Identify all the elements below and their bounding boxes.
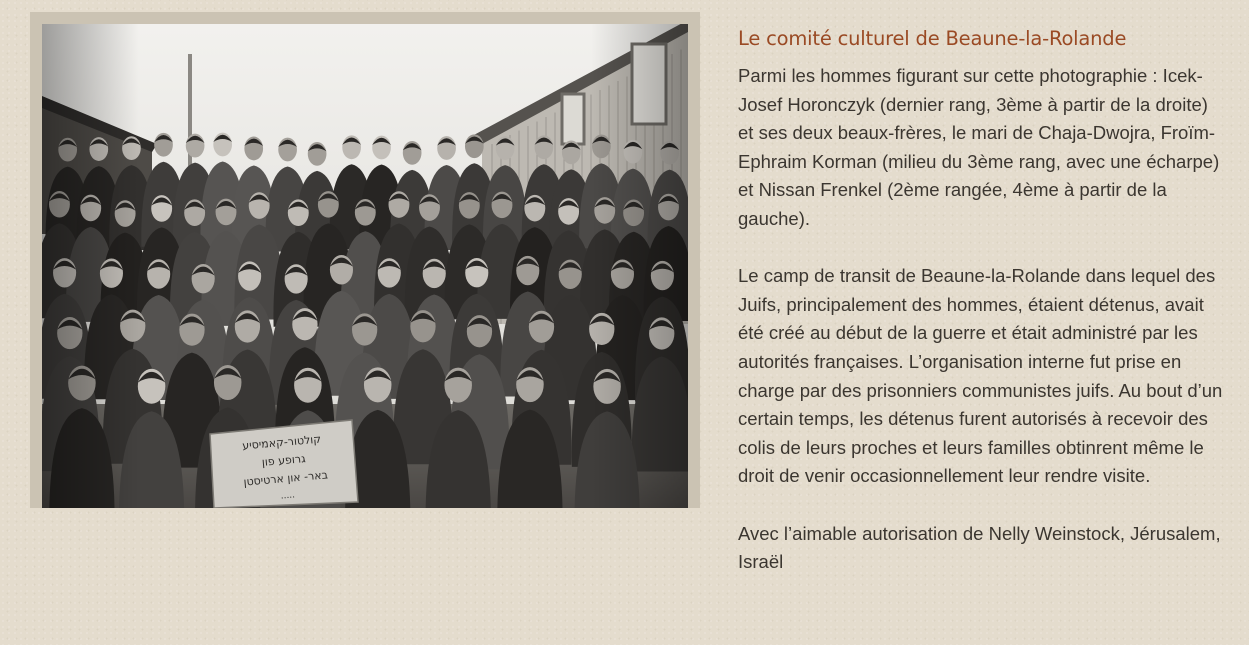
caption-paragraph-people: Parmi les hommes figurant sur cette photographie : Icek-Josef Horonczyk (dernier rang, 3ème à partir de la droite) et ses deux beaux-frères, le mari de Chaja-Dwojra, Froïm-Ephraim Korman (milieu du 3ème rang, avec une écharpe) et Nissan Frenkel (2ème rangée, 4ème à partir de la gauche).	[738, 65, 1220, 229]
group-photograph[interactable]	[42, 24, 688, 508]
caption-column	[738, 26, 1228, 577]
caption-paragraph-camp: Le camp de transit de Beaune-la-Rolande dans lequel des Juifs, principalement des hommes, étaient détenus, avait été créé au début de la guerre et était administré par les autorités françaises. L’organisation interne fut prise en charge par des prisonniers communistes juifs. Au bout d’un certain temps, les détenus furent autorisés à recevoir des colis de leurs proches et leurs familles obtinrent même le droit de venir occasionnellement leur rendre visite.	[738, 265, 1223, 487]
caption-heading: Le comité culturel de Beaune-la-Rolande	[738, 27, 1127, 50]
photo-frame	[30, 12, 700, 508]
caption-paragraph-credit: Avec l’aimable autorisation de Nelly Weinstock, Jérusalem, Israël	[738, 522, 1221, 573]
group-photograph-image	[42, 24, 688, 508]
